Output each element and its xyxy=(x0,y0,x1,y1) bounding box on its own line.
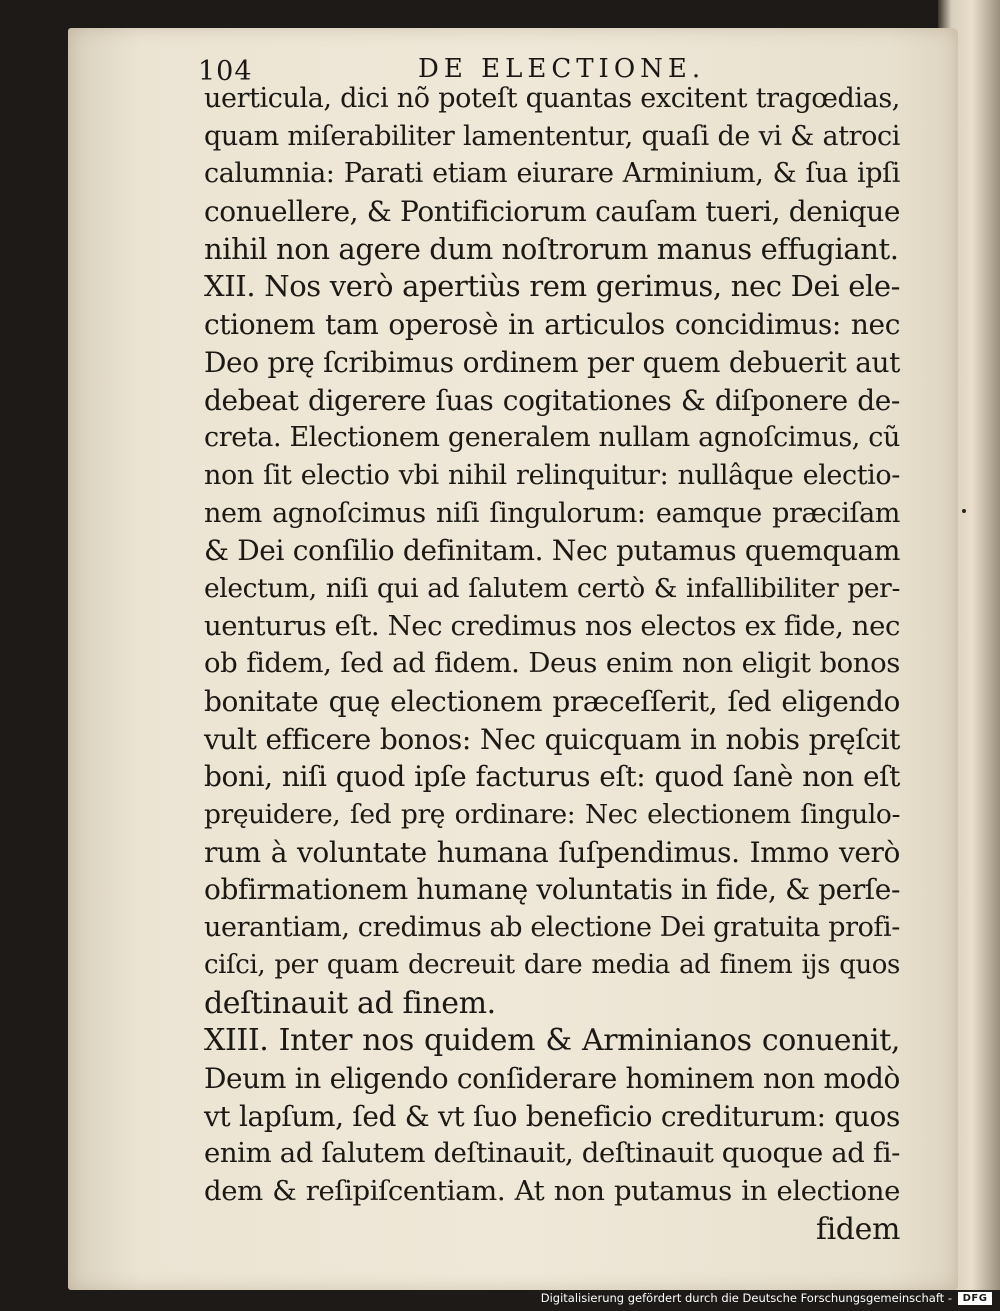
text-line: conuellere, & Pontificiorum cauſam tueri, denique xyxy=(204,195,900,229)
text-line: & Dei conſilio definitam. Nec putamus quemquam xyxy=(204,534,900,568)
text-line: quam miſerabiliter lamententur, quaſi de vi & atroci xyxy=(204,120,900,152)
text-line: deſtinauit ad finem. xyxy=(204,985,496,1021)
text-line: enim ad ſalutem deſtinauit, deſtinauit quoque ad fi- xyxy=(204,1137,900,1170)
text-line: calumnia: Parati etiam eiurare Arminium, & ſua ipſi xyxy=(204,158,900,190)
text-line: ob fidem, ſed ad fidem. Deus enim non eligit bonos xyxy=(204,647,900,680)
page-number: 104 xyxy=(198,56,253,87)
text-line: bonitate quę electionem præceſſerit, ſed eligendo xyxy=(204,685,900,718)
text-line: creta. Electionem generalem nullam agnoſcimus, cũ xyxy=(204,422,900,454)
text-line: vult efficere bonos: Nec quicquam in nobis pręſcit xyxy=(204,722,900,756)
page-blemish xyxy=(962,509,966,513)
book-page xyxy=(68,28,958,1290)
text-line: electum, niſi qui ad ſalutem certò & infallibiliter per- xyxy=(204,572,900,604)
text-line: dem & reſipiſcentiam. At non putamus in electione xyxy=(204,1174,900,1207)
text-line: pręuidere, ſed prę ordinare: Nec electionem ſingulo- xyxy=(204,799,900,831)
body-text xyxy=(204,80,900,1248)
section-xii-start: XII. Nos verò apertiùs rem gerimus, nec Dei ele- xyxy=(204,269,900,304)
text-line: uenturus eſt. Nec credimus nos electos ex fide, nec xyxy=(204,609,900,642)
digitization-credit xyxy=(541,1291,992,1305)
running-head: DE ELECTIONE. xyxy=(418,54,706,84)
credit-text: Digitalisierung gefördert durch die Deutsche Forschungsgemeinschaft - xyxy=(540,1291,952,1305)
text-line: vt lapſum, ſed & vt ſuo beneficio crediturum: quos xyxy=(204,1099,900,1133)
catchword: fidem xyxy=(815,1211,900,1247)
text-line: debeat digerere ſuas cogitationes & diſponere de- xyxy=(204,383,900,417)
text-line: Deum in eligendo conſiderare hominem non modò xyxy=(204,1061,900,1095)
text-line: boni, niſi quod ipſe facturus eſt: quod ſanè non eſt xyxy=(204,760,900,794)
dfg-logo: DFG xyxy=(958,1292,992,1305)
text-line: Deo prę ſcribimus ordinem per quem debuerit aut xyxy=(204,345,900,379)
text-line: ciſci, per quam decreuit dare media ad finem ijs quos xyxy=(204,949,900,980)
text-line: rum à voluntate humana ſuſpendimus. Immo verò xyxy=(204,835,900,869)
text-line: nihil non agere dum noſtrorum manus effugiant. xyxy=(204,231,899,266)
text-line: uerantiam, credimus ab electione Dei gratuita profi- xyxy=(204,912,900,944)
text-line: ctionem tam operosè in articulos concidimus: nec xyxy=(204,308,900,342)
section-xiii-start: XIII. Inter nos quidem & Arminianos conuenit, xyxy=(204,1023,900,1059)
text-line: obfirmationem humanę voluntatis in fide, & perſe- xyxy=(204,873,900,907)
text-line: non ſit electio vbi nihil relinquitur: nullâque electio- xyxy=(204,459,900,491)
text-line: uerticula, dici nõ poteſt quantas excitent tragœdias, xyxy=(204,83,900,114)
text-line: nem agnoſcimus niſi ſingulorum: eamque præciſam xyxy=(204,497,900,529)
